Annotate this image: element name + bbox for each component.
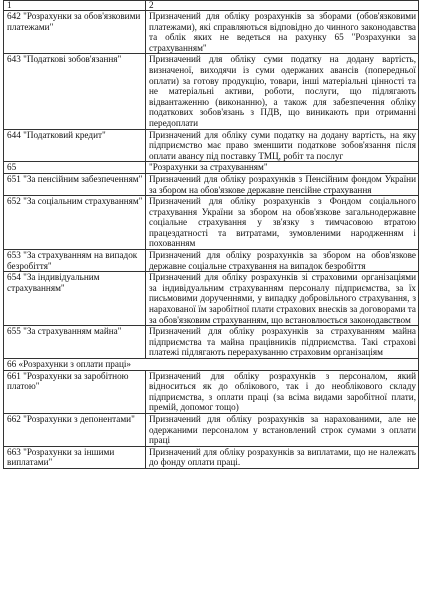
- account-name: 654 "За індивідуальним страхуванням": [4, 272, 146, 326]
- table-row: [4, 11, 419, 54]
- table-row: [4, 196, 419, 250]
- account-description: Призначений для обліку суми податку на додану вартість, на яку підприємство має право зменшити податкове зобов'язання після оплати авансу під поставку ТМЦ, робіт та послуг: [146, 129, 419, 162]
- account-name: 652 "За соціальним страхуванням": [4, 196, 146, 250]
- account-name: 642 "Розрахунки за обов'язковими платежами": [4, 11, 146, 54]
- account-description: Призначений для обліку розрахунків з Фондом соціального страхування України за збором на обов'язкове загальнодержавне соціальне страхування у зв'язку з тимчасовою втратою працездатності та витратами, зумовленими народженням і похованням: [146, 196, 419, 250]
- account-name: 661 "Розрахунки за заробітною платою": [4, 370, 146, 413]
- account-description: "Розрахунки за страхуванням": [146, 162, 419, 174]
- table-row: [4, 250, 419, 272]
- table-row: [4, 54, 419, 129]
- account-name: 644 "Податковий кредит": [4, 129, 146, 162]
- section-row: [4, 359, 419, 371]
- account-description: Призначений для обліку розрахунків за виплатами, що не належать до фонду оплати праці.: [146, 446, 419, 468]
- table-row: [4, 326, 419, 359]
- account-description: Призначений для обліку розрахунків за нарахованими, але не одержаними персоналом у встановлений строк сумами з оплати праці: [146, 413, 419, 446]
- account-description: Призначений для обліку розрахунків за страхуванням майна підприємства та майна працівників підприємства. Такі страхові платежі підлягають перерахуванню страховим організаціям: [146, 326, 419, 359]
- accounts-table: [3, 0, 419, 469]
- table-row: [4, 446, 419, 468]
- section-title: 66 «Розрахунки з оплати праці»: [4, 359, 419, 371]
- account-description: Призначений для обліку розрахунків зі страховими організаціями за індивідуальним страхуванням персоналу підприємства, за їх письмовими дорученнями, у випадку добровільного страхування, з нарахованої їм заробітної плати страхових внесків за договорами та за обов'язковим страхуванням, що встановлюється законодавством: [146, 272, 419, 326]
- account-name: 655 "За страхуванням майна": [4, 326, 146, 359]
- account-description: Призначений для обліку розрахунків з персоналом, який відноситься як до облікового, так і до необлікового складу підприємства, з оплати праці (за всіма видами заробітної плати, премій, допомог тощо): [146, 370, 419, 413]
- account-description: Призначений для обліку суми податку на додану вартість, визначеної, виходячи із суми одержаних авансів (попередньої оплати) за готову продукцію, товари, інші матеріальні цінності та не матеріальні активи, роботи, послуги, що підлягають відвантаженню (виконанню), а також для забезпечення обліку податкових зобов'язань з ПДВ, що виникають при отриманні передоплати: [146, 54, 419, 129]
- account-description: Призначений для обліку розрахунків за зборами (обов'язковими платежами), які справляються відповідно до чинного законодавства та облік яких не ведеться на рахунку 65 "Розрахунки за страхуванням": [146, 11, 419, 54]
- accounts-table-body: [4, 1, 419, 469]
- account-description: Призначений для обліку розрахунків з Пенсійним фондом України за збором на обов'язкове державне пенсійне страхування: [146, 173, 419, 195]
- header-col-1: 1: [4, 1, 146, 11]
- table-row: [4, 370, 419, 413]
- account-name: 65: [4, 162, 146, 174]
- section-row: [4, 162, 419, 174]
- account-name: 663 "Розрахунки за іншими виплатами": [4, 446, 146, 468]
- account-name: 651 "За пенсійним забезпеченням": [4, 173, 146, 195]
- header-col-2: 2: [146, 1, 419, 11]
- account-name: 653 "За страхуванням на випадок безробіття": [4, 250, 146, 272]
- account-name: 643 "Податкові зобов'язання": [4, 54, 146, 129]
- account-description: Призначений для обліку розрахунків за збором на обов'язкове державне соціальне страхування на випадок безробіття: [146, 250, 419, 272]
- table-row: [4, 272, 419, 326]
- account-name: 662 "Розрахунки з депонентами": [4, 413, 146, 446]
- table-row: [4, 413, 419, 446]
- table-row: [4, 129, 419, 162]
- table-header-row: [4, 1, 419, 11]
- table-row: [4, 173, 419, 195]
